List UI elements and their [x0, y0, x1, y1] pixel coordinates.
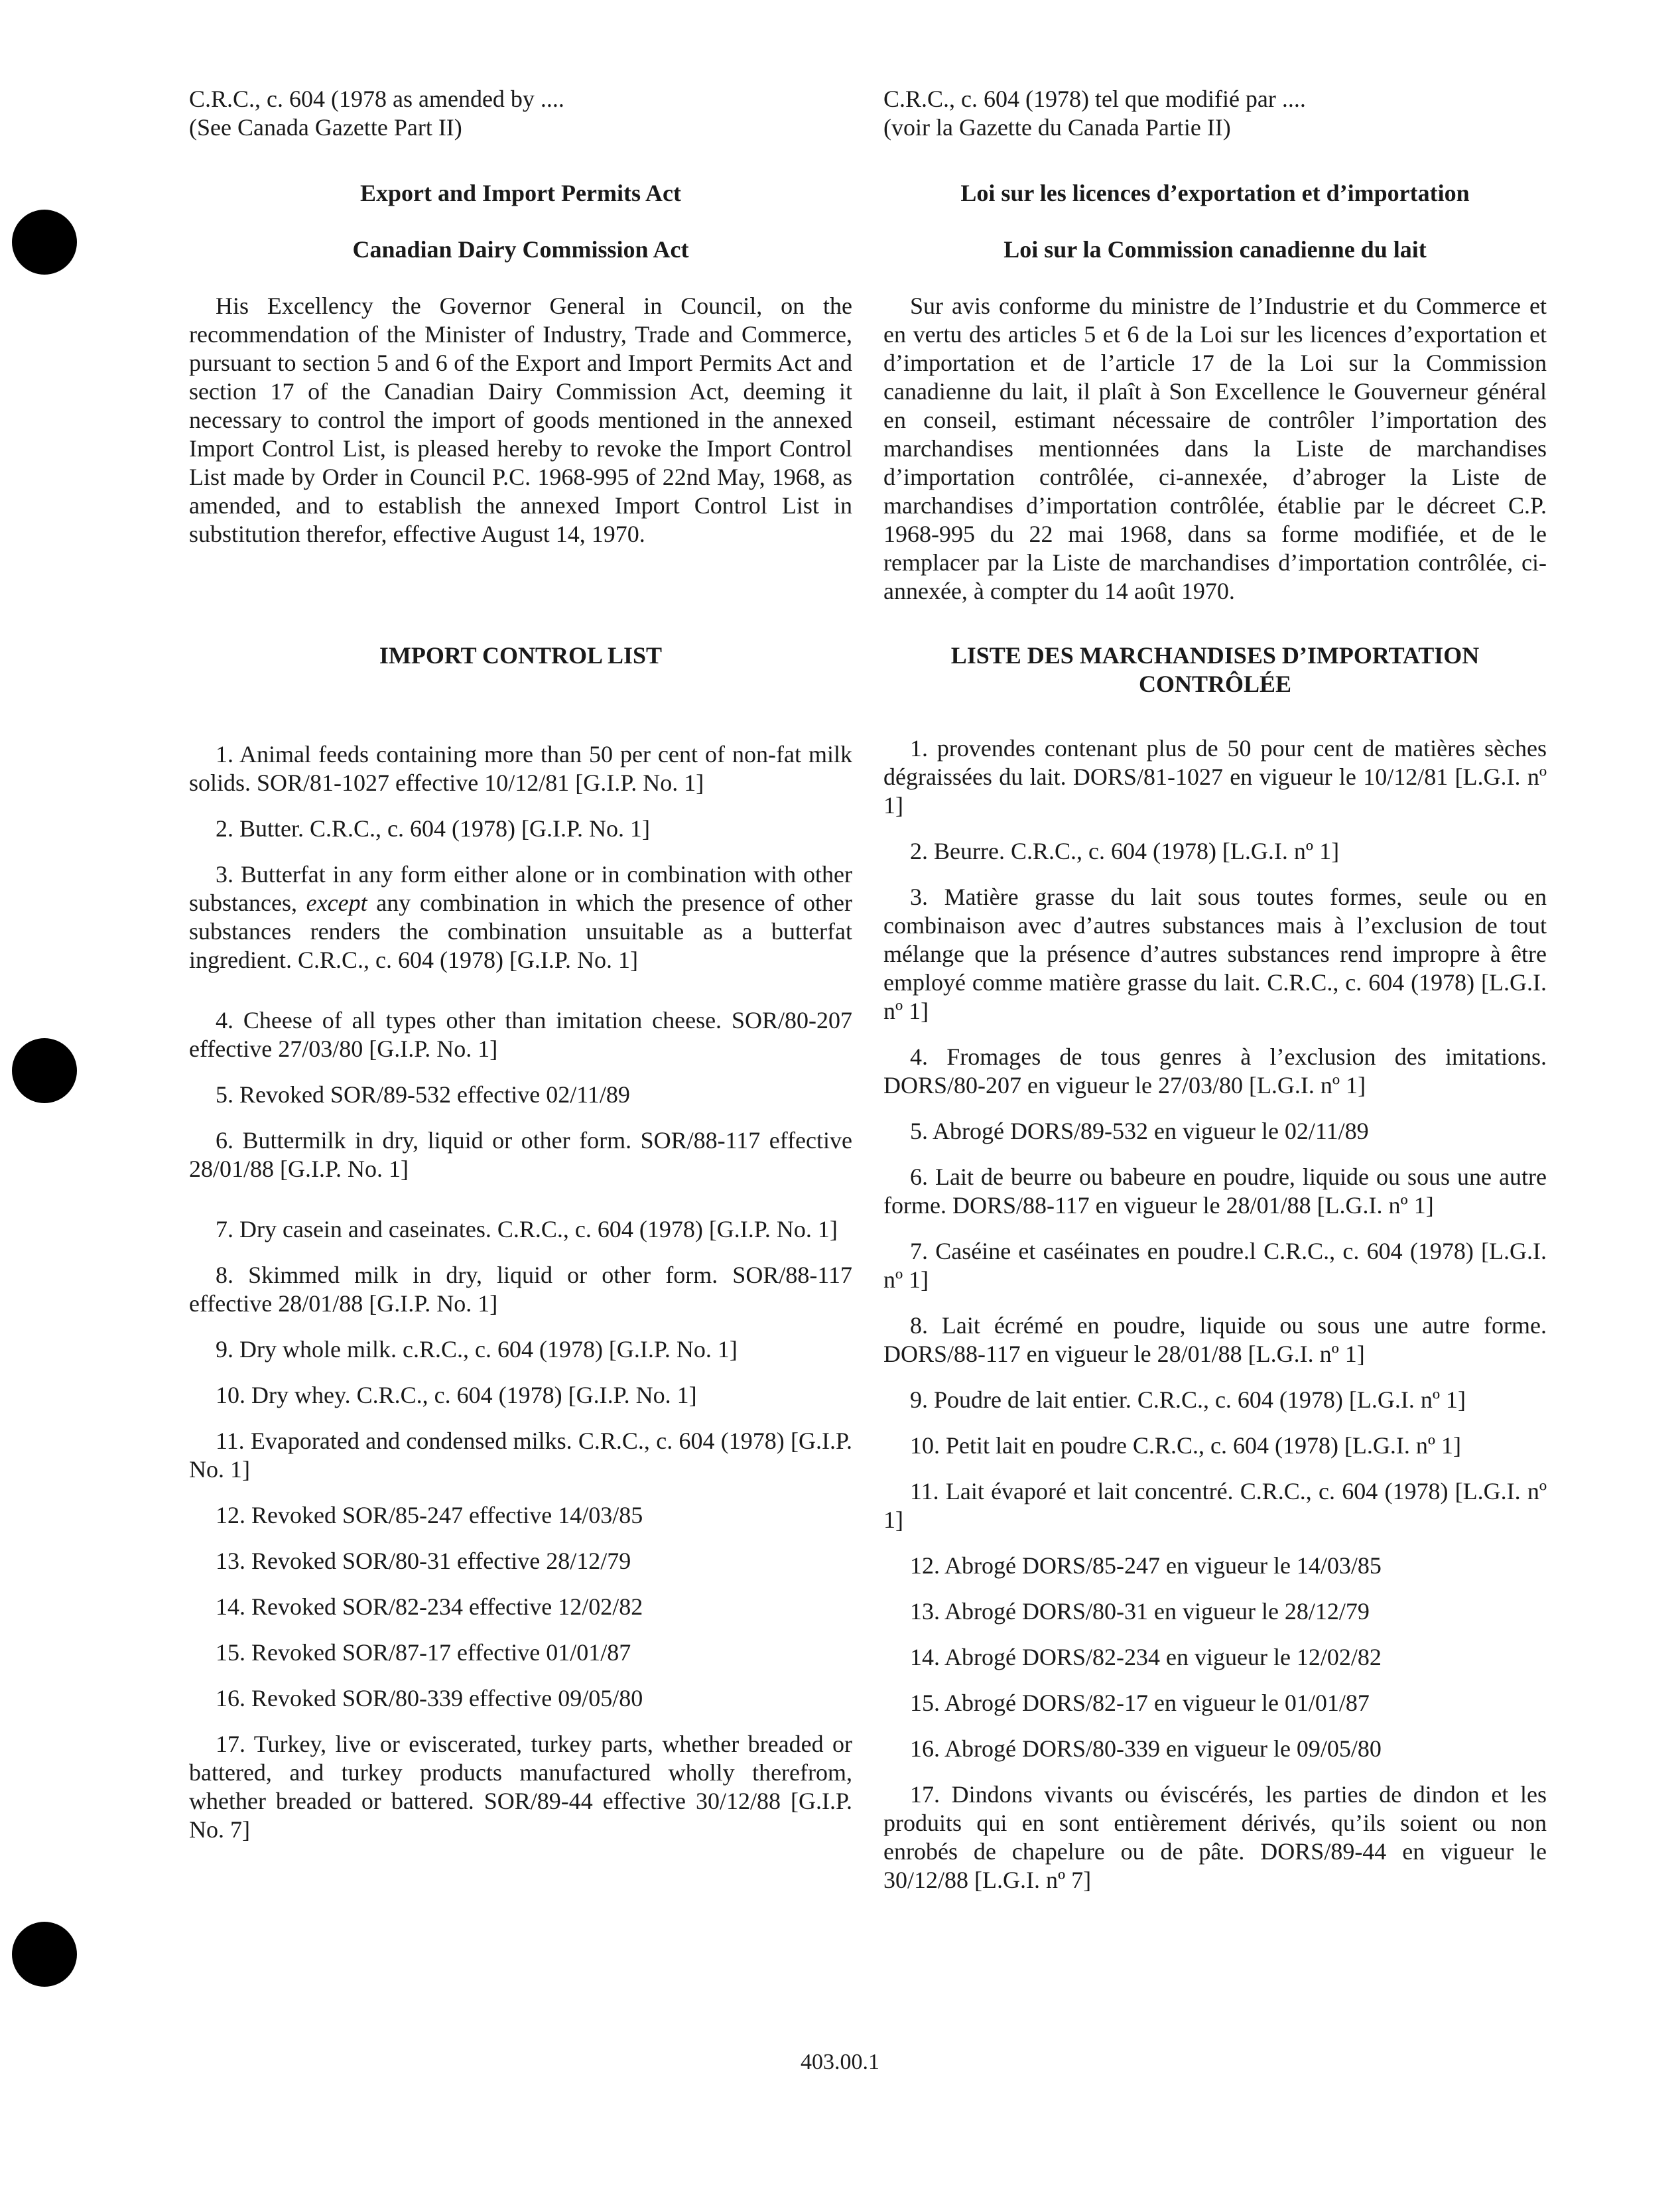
english-citation-line-2: (See Canada Gazette Part II): [189, 114, 462, 141]
english-item-2: 2. Butter. C.R.C., c. 604 (1978) [G.I.P. No. 1]: [216, 815, 650, 842]
french-item-15: 15. Abrogé DORS/82-17 en vigueur le 01/01/87: [910, 1690, 1370, 1716]
english-item-3-text-after: any combination in which the presence of other substances renders the combination unsuitable as a butterfat ingredient. C.R.C., c. 604 (1978) [G.I.P. No. 1]: [189, 890, 852, 973]
french-item-8: 8. Lait écrémé en poudre, liquide ou sous une autre forme. DORS/88-117 en vigueur le 28/01/88 [L.G.I. nº 1]: [883, 1312, 1547, 1367]
english-item-17: 17. Turkey, live or eviscerated, turkey parts, whether breaded or battered, and turkey products manufactured wholly therefrom, whether breaded or battered. SOR/89-44 effective 30/12/88 [G.I.P. No. 7]: [189, 1731, 852, 1843]
french-column: [883, 85, 1547, 1912]
english-item-6: 6. Buttermilk in dry, liquid or other form. SOR/88-117 effective 28/01/88 [G.I.P. No. 1]: [189, 1127, 852, 1182]
english-citation: [189, 85, 852, 142]
english-column: [189, 85, 852, 1861]
english-item-10: 10. Dry whey. C.R.C., c. 604 (1978) [G.I.P. No. 1]: [216, 1382, 697, 1408]
english-item-14: 14. Revoked SOR/82-234 effective 12/02/82: [216, 1593, 643, 1620]
french-preamble: Sur avis conforme du ministre de l’Industrie et du Commerce et en vertu des articles 5 et 6 de la Loi sur les licences d’exportation et d’importation et de l’article 17 de la Loi sur la Commission canadienne du lait, il plaît à Son Excellence le Gouverneur général en conseil, estimant nécessaire de contrôler l’importation des marchandises mentionnées dans la Liste de marchandises d’importation contrôlée, ci-annexée, d’abroger la Liste de marchandises d’importation contrôlée, établie par le décreet C.P. 1968-995 du 22 mai 1968, dans sa forme modifiée, et de le remplacer par la Liste de marchandises d’importation contrôlée, ci-annexée, à compter du 14 août 1970.: [883, 293, 1547, 604]
french-item-16: 16. Abrogé DORS/80-339 en vigueur le 09/05/80: [910, 1735, 1382, 1762]
french-citation-line-2: (voir la Gazette du Canada Partie II): [883, 114, 1231, 141]
page-number: 403.00.1: [801, 2050, 879, 2074]
french-item-4: 4. Fromages de tous genres à l’exclusion des imitations. DORS/80-207 en vigueur le 27/03/80 [L.G.I. nº 1]: [883, 1043, 1547, 1099]
french-item-2: 2. Beurre. C.R.C., c. 604 (1978) [L.G.I. nº 1]: [910, 838, 1340, 864]
english-item-3: [189, 860, 852, 974]
english-item-3-text-before: 3. Butterfat in any form either alone or in combination with other substances,: [189, 861, 852, 916]
english-item-4: 4. Cheese of all types other than imitation cheese. SOR/80-207 effective 27/03/80 [G.I.P. No. 1]: [189, 1007, 852, 1062]
french-item-11: 11. Lait évaporé et lait concentré. C.R.C., c. 604 (1978) [L.G.I. nº 1]: [883, 1478, 1547, 1533]
french-citation: [883, 85, 1547, 142]
french-item-1: 1. provendes contenant plus de 50 pour cent de matières sèches dégraissées du lait. DORS/81-1027 en vigueur le 10/12/81 [L.G.I. nº 1]: [883, 735, 1547, 819]
english-item-1: 1. Animal feeds containing more than 50 per cent of non-fat milk solids. SOR/81-1027 effective 10/12/81 [G.I.P. No. 1]: [189, 741, 852, 796]
french-item-9: 9. Poudre de lait entier. C.R.C., c. 604 (1978) [L.G.I. nº 1]: [910, 1386, 1466, 1413]
english-item-8: 8. Skimmed milk in dry, liquid or other form. SOR/88-117 effective 28/01/88 [G.I.P. No. 1]: [189, 1262, 852, 1317]
english-item-9: 9. Dry whole milk. c.R.C., c. 604 (1978) [G.I.P. No. 1]: [216, 1336, 738, 1363]
french-item-5: 5. Abrogé DORS/89-532 en vigueur le 02/11/89: [910, 1118, 1369, 1144]
binder-hole-top: [12, 210, 77, 275]
french-item-6: 6. Lait de beurre ou babeure en poudre, liquide ou sous une autre forme. DORS/88-117 en vigueur le 28/01/88 [L.G.I. nº 1]: [883, 1164, 1547, 1219]
french-act-title-2: Loi sur la Commission canadienne du lait: [1003, 236, 1427, 263]
french-act-title-1: Loi sur les licences d’exportation et d’importation: [960, 180, 1470, 206]
english-item-5: 5. Revoked SOR/89-532 effective 02/11/89: [216, 1081, 630, 1108]
binder-hole-middle: [12, 1038, 77, 1103]
english-item-12: 12. Revoked SOR/85-247 effective 14/03/85: [216, 1502, 643, 1528]
english-item-16: 16. Revoked SOR/80-339 effective 09/05/80: [216, 1685, 643, 1711]
english-act-title-1: Export and Import Permits Act: [360, 180, 681, 206]
english-item-3-italic: except: [306, 890, 367, 916]
english-item-7: 7. Dry casein and caseinates. C.R.C., c. 604 (1978) [G.I.P. No. 1]: [216, 1216, 838, 1242]
english-item-15: 15. Revoked SOR/87-17 effective 01/01/87: [216, 1639, 631, 1666]
french-citation-line-1: C.R.C., c. 604 (1978) tel que modifié par ....: [883, 86, 1306, 112]
english-act-title-2: Canadian Dairy Commission Act: [352, 236, 689, 263]
english-citation-line-1: C.R.C., c. 604 (1978 as amended by ....: [189, 86, 564, 112]
english-list-title: IMPORT CONTROL LIST: [379, 642, 663, 669]
french-item-7: 7. Caséine et caséinates en poudre.l C.R.C., c. 604 (1978) [L.G.I. nº 1]: [883, 1238, 1547, 1293]
english-item-13: 13. Revoked SOR/80-31 effective 28/12/79: [216, 1548, 631, 1574]
french-item-10: 10. Petit lait en poudre C.R.C., c. 604 (1978) [L.G.I. nº 1]: [910, 1432, 1462, 1459]
french-list-title: LISTE DES MARCHANDISES D’IMPORTATION CONTRÔLÉE: [950, 642, 1480, 697]
english-preamble: His Excellency the Governor General in Council, on the recommendation of the Minister of Industry, Trade and Commerce, pursuant to section 5 and 6 of the Export and Import Permits Act and section 17 of the Canadian Dairy Commission Act, deeming it necessary to control the import of goods mentioned in the annexed Import Control List, is pleased hereby to revoke the Import Control List made by Order in Council P.C. 1968-995 of 22nd May, 1968, as amended, and to establish the annexed Import Control List in substitution therefor, effective August 14, 1970.: [189, 293, 852, 547]
french-item-12: 12. Abrogé DORS/85-247 en vigueur le 14/03/85: [910, 1552, 1382, 1579]
french-item-17: 17. Dindons vivants ou éviscérés, les parties de dindon et les produits qui en sont entièrement dérivés, qu’ils soient ou non enrobés de chapelure ou de pâte. DORS/89-44 en vigueur le 30/12/88 [L.G.I. nº 7]: [883, 1781, 1547, 1893]
binder-hole-bottom: [12, 1922, 77, 1987]
english-item-11: 11. Evaporated and condensed milks. C.R.C., c. 604 (1978) [G.I.P. No. 1]: [189, 1428, 852, 1483]
french-item-14: 14. Abrogé DORS/82-234 en vigueur le 12/02/82: [910, 1644, 1382, 1670]
french-item-13: 13. Abrogé DORS/80-31 en vigueur le 28/12/79: [910, 1598, 1370, 1625]
french-item-3: 3. Matière grasse du lait sous toutes formes, seule ou en combinaison avec d’autres substances mais à l’exclusion de tout mélange que la présence d’autres substances rend impropre à être employé comme matière grasse du lait. C.R.C., c. 604 (1978) [L.G.I. nº 1]: [883, 884, 1547, 1024]
